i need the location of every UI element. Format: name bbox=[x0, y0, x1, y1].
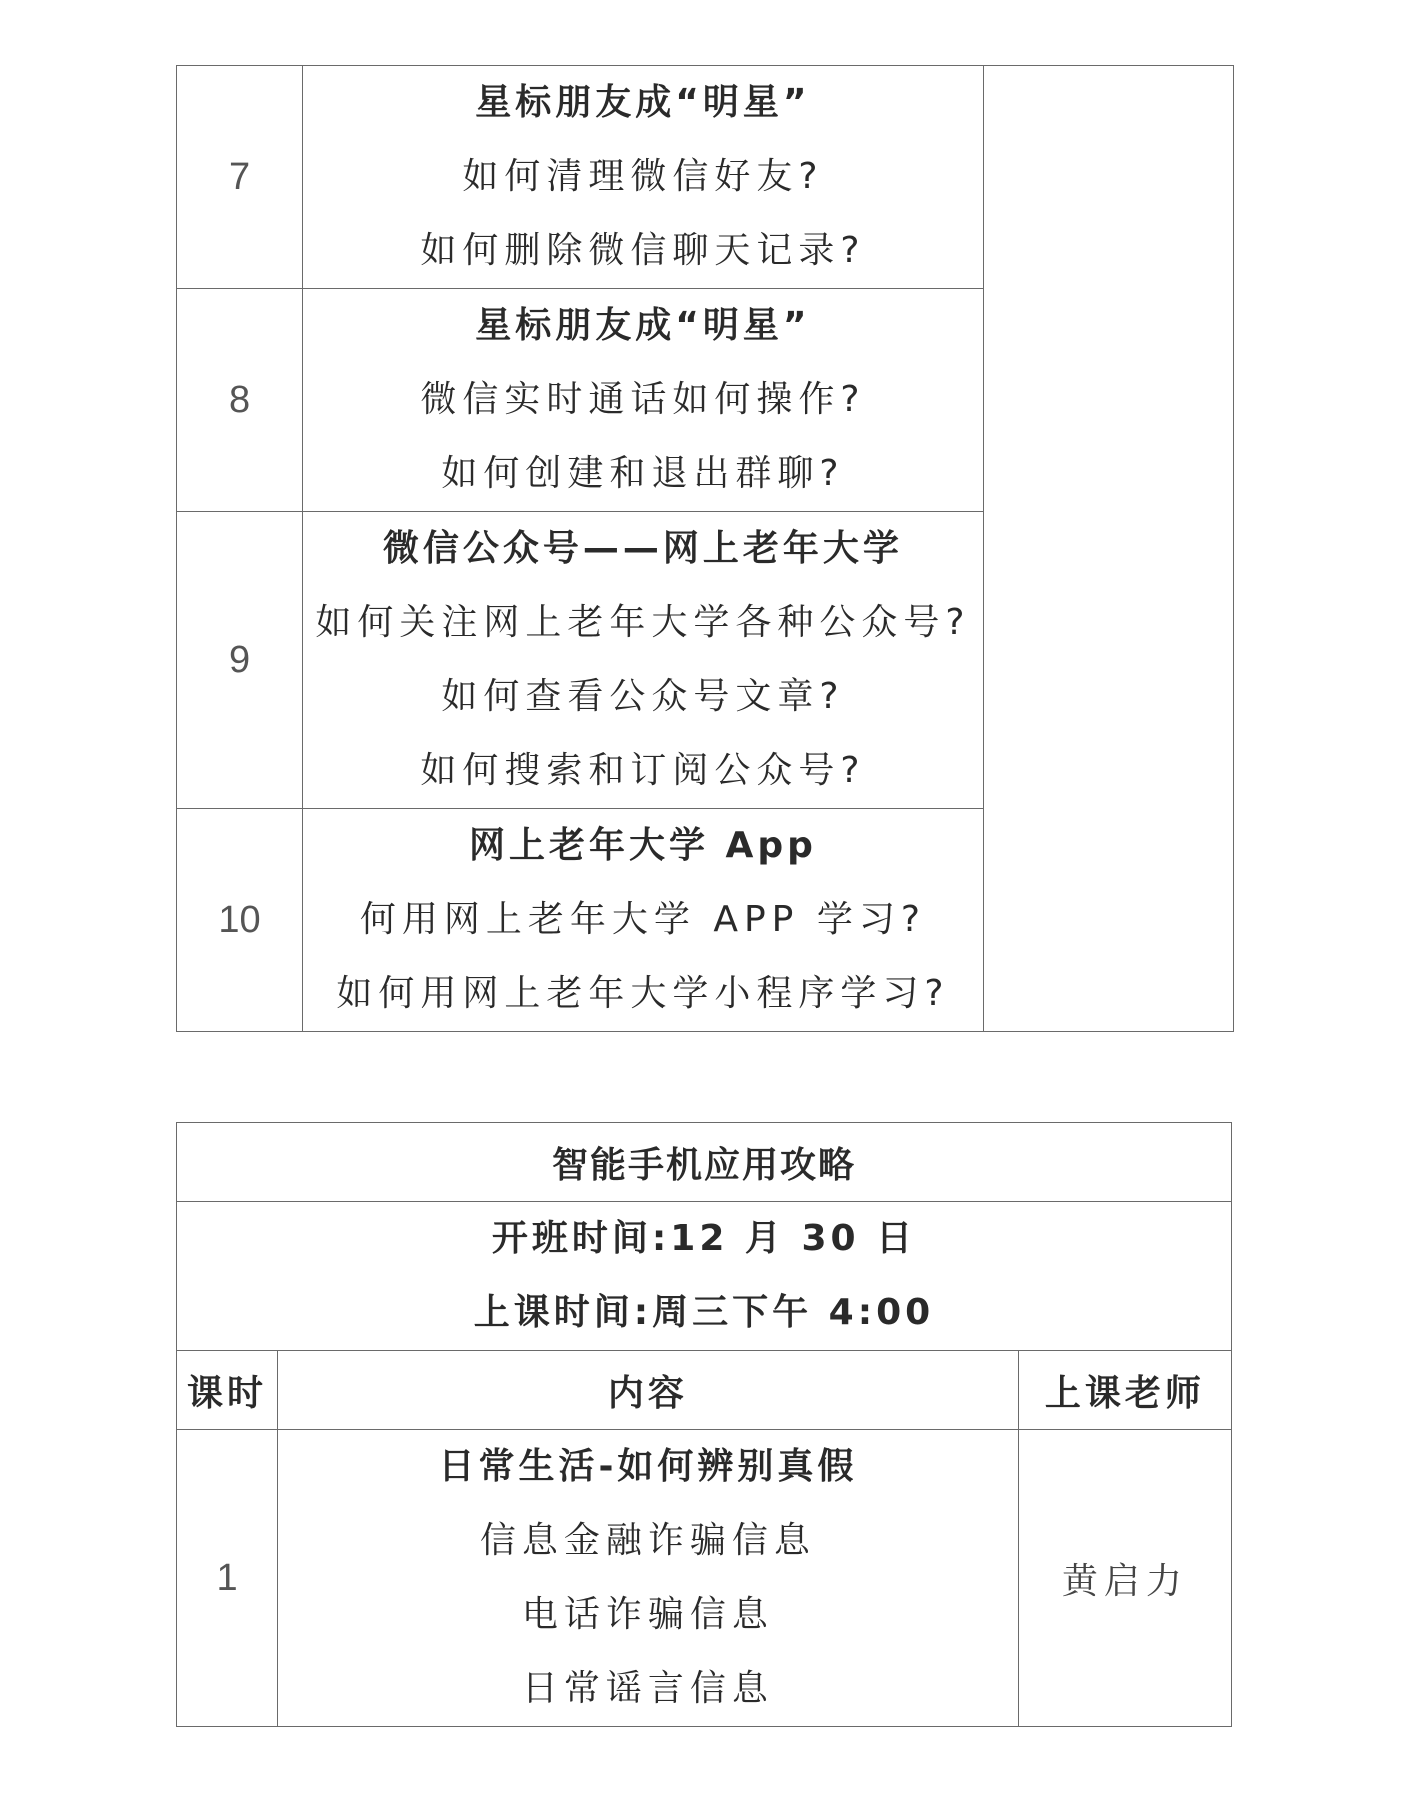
header-content: 内容 bbox=[278, 1351, 1019, 1430]
lesson-number: 9 bbox=[177, 512, 303, 809]
lesson-item: 何用网上老年大学 APP 学习? bbox=[359, 899, 926, 940]
table-row bbox=[177, 66, 1234, 289]
lesson-number: 1 bbox=[177, 1430, 278, 1727]
table-header-row bbox=[177, 1351, 1232, 1430]
teacher-cell bbox=[983, 66, 1233, 1032]
lesson-item: 日常谣言信息 bbox=[521, 1668, 774, 1709]
teacher-name: 黄启力 bbox=[1018, 1430, 1231, 1727]
lesson-number: 8 bbox=[177, 289, 303, 512]
lesson-content bbox=[303, 809, 984, 1032]
schedule-info bbox=[177, 1202, 1232, 1351]
lesson-title: 日常生活-如何辨别真假 bbox=[438, 1446, 858, 1487]
schedule-table-continued bbox=[176, 65, 1234, 1032]
table-row bbox=[177, 1430, 1232, 1727]
lesson-item: 如何查看公众号文章? bbox=[441, 676, 845, 717]
lesson-item: 微信实时通话如何操作? bbox=[420, 379, 866, 420]
course-table bbox=[176, 1122, 1232, 1727]
lesson-item: 如何搜索和订阅公众号? bbox=[420, 750, 866, 791]
lesson-number: 7 bbox=[177, 66, 303, 289]
lesson-title: 微信公众号——网上老年大学 bbox=[382, 528, 903, 569]
lesson-title: 星标朋友成“明星” bbox=[475, 82, 811, 123]
course-title: 智能手机应用攻略 bbox=[177, 1123, 1232, 1202]
lesson-item: 如何关注网上老年大学各种公众号? bbox=[315, 602, 971, 643]
lesson-item: 如何用网上老年大学小程序学习? bbox=[336, 973, 950, 1014]
class-time: 上课时间:周三下午 4:00 bbox=[473, 1292, 935, 1333]
lesson-title: 网上老年大学 App bbox=[468, 825, 817, 866]
start-time: 开班时间:12 月 30 日 bbox=[491, 1218, 917, 1259]
lesson-item: 如何删除微信聊天记录? bbox=[420, 230, 866, 271]
lesson-item: 信息金融诈骗信息 bbox=[479, 1520, 816, 1561]
header-teacher: 上课老师 bbox=[1018, 1351, 1231, 1430]
lesson-content bbox=[303, 66, 984, 289]
header-period: 课时 bbox=[177, 1351, 278, 1430]
lesson-number: 10 bbox=[177, 809, 303, 1032]
lesson-item: 电话诈骗信息 bbox=[521, 1594, 774, 1635]
lesson-content bbox=[303, 512, 984, 809]
lesson-content bbox=[278, 1430, 1019, 1727]
table-row bbox=[177, 1202, 1232, 1351]
table-row bbox=[177, 1123, 1232, 1202]
lesson-content bbox=[303, 289, 984, 512]
lesson-title: 星标朋友成“明星” bbox=[475, 305, 811, 346]
lesson-item: 如何清理微信好友? bbox=[462, 156, 824, 197]
lesson-item: 如何创建和退出群聊? bbox=[441, 453, 845, 494]
